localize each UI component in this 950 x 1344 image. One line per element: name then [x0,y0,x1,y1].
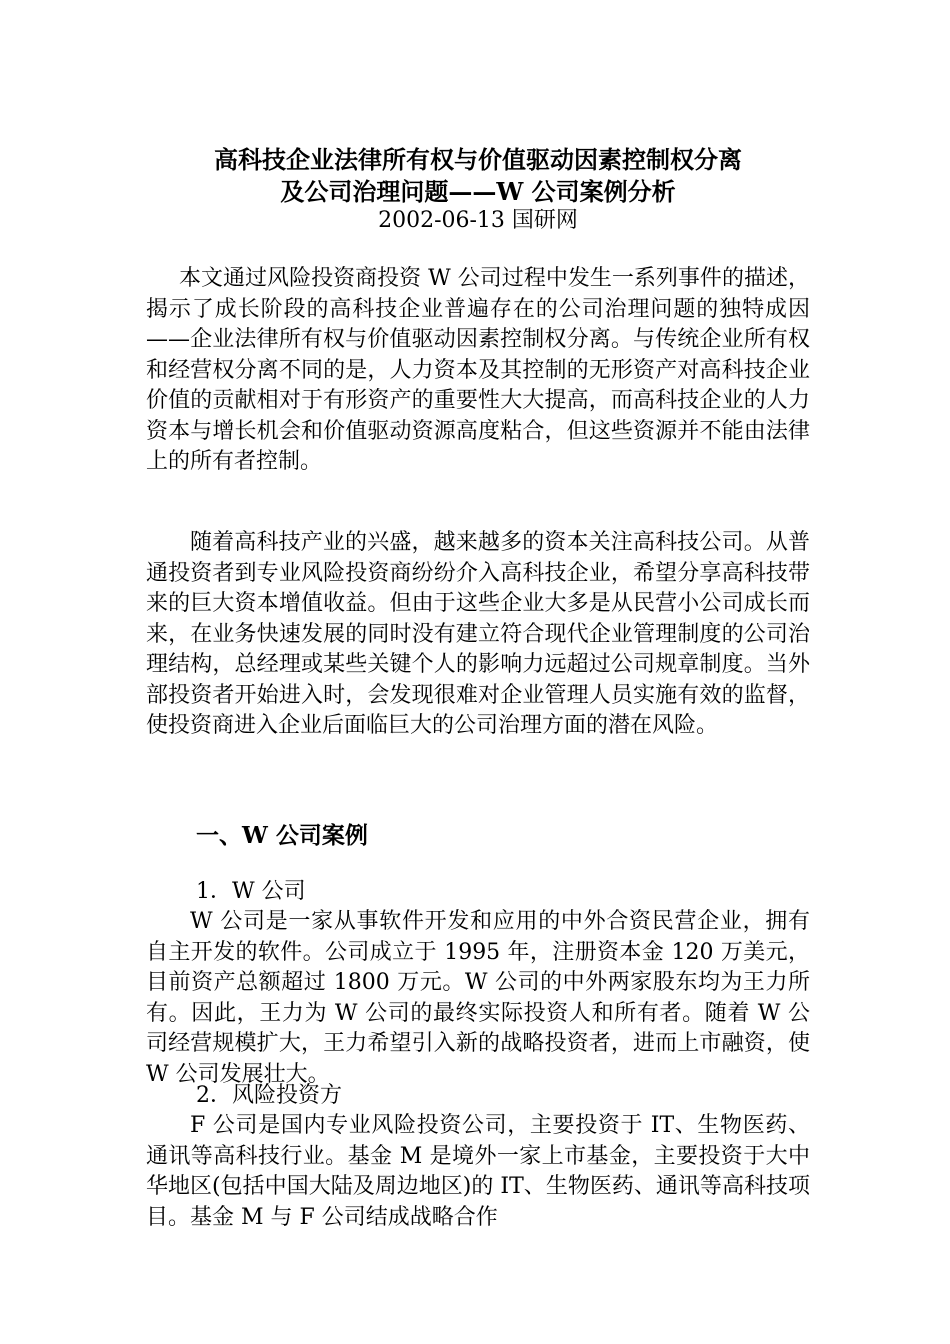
subsection-heading-venture-investor: 2．风险投资方 [196,1083,342,1108]
subsection-heading-w-company: 1．W 公司 [196,879,306,904]
abstract-paragraph: 本文通过风险投资商投资 W 公司过程中发生一系列事件的描述，揭示了成长阶段的高科技企业普遍存在的公司治理问题的独特成因——企业法律所有权与价值驱动因素控制权分离。与传统企业所有权和经营权分离不同的是，人力资本及其控制的无形资产对高科技企业价值的贡献相对于有形资产的重要性大大提高，而高科技企业的人力资本与增长机会和价值驱动资源高度粘合，但这些资源并不能由法律上的所有者控制。 [146,266,810,474]
document-title-line-1: 高科技企业法律所有权与价值驱动因素控制权分离 [214,145,742,174]
intro-paragraph: 随着高科技产业的兴盛，越来越多的资本关注高科技公司。从普通投资者到专业风险投资商纷纷介入高科技企业，希望分享高科技带来的巨大资本增值收益。但由于这些企业大多是从民营小公司成长而来，在业务快速发展的同时没有建立符合现代企业管理制度的公司治理结构，总经理或某些关键个人的影响力远超过公司规章制度。当外部投资者开始进入时，会发现很难对企业管理人员实施有效的监督，使投资商进入企业后面临巨大的公司治理方面的潜在风险。 [146,530,810,738]
venture-investor-paragraph: F 公司是国内专业风险投资公司，主要投资于 IT、生物医药、通讯等高科技行业。基金 M 是境外一家上市基金，主要投资于大中华地区(包括中国大陆及周边地区)的 IT、生物医药、通讯等高科技项目。基金 M 与 F 公司结成战略合作 [146,1113,810,1230]
document-byline: 2002-06-13 国研网 [378,208,578,233]
section-heading-w-company-case: 一、W 公司案例 [196,822,368,849]
document-title-line-2: 及公司治理问题——W 公司案例分析 [280,177,676,206]
w-company-paragraph: W 公司是一家从事软件开发和应用的中外合资民营企业，拥有自主开发的软件。公司成立于 1995 年，注册资本金 120 万美元，目前资产总额超过 1800 万元。W 公司的中外两家股东均为王力所有。因此，王力为 W 公司的最终实际投资人和所有者。随着 W 公司经营规模扩大，王力希望引入新的战略投资者，进而上市融资，使 W 公司发展壮大。 [146,909,810,1087]
